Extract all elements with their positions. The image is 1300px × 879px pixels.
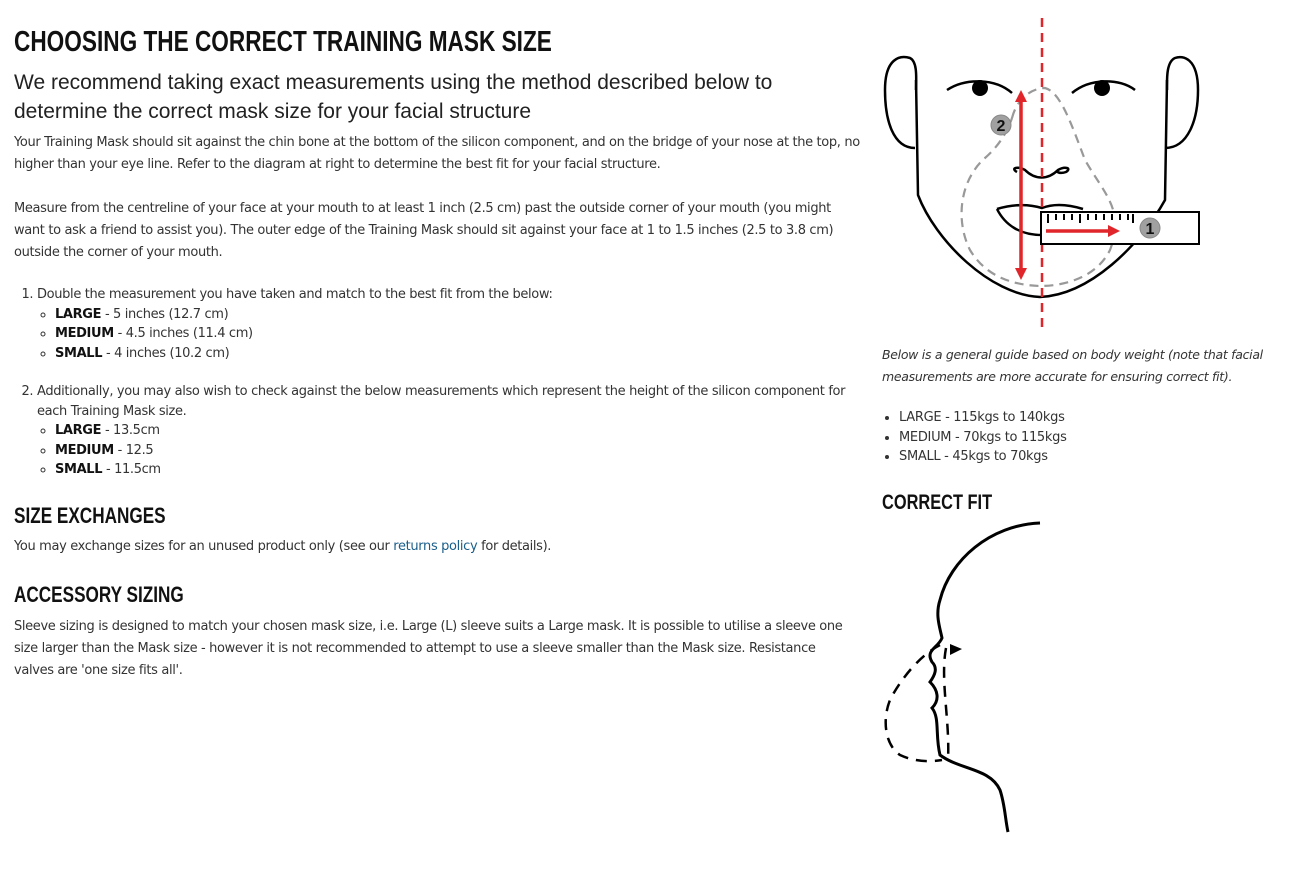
- size-name: MEDIUM: [55, 442, 114, 458]
- size-value: - 13.5cm: [101, 423, 160, 438]
- accessory-sizing-text: Sleeve sizing is designed to match your chosen mask size, i.e. Large (L) sleeve suits a Large mask. It is possible to utilise a sleeve one size larger than the Mask size - however it is not recommended to attempt to use a sleeve smaller than the Mask size. Resistance valves are 'one size fits all'.: [14, 619, 843, 678]
- page-title: CHOOSING THE CORRECT TRAINING MASK SIZE: [14, 26, 552, 58]
- returns-policy-link[interactable]: returns policy: [393, 539, 478, 554]
- size-name: MEDIUM: [55, 326, 114, 341]
- size-name: SMALL: [55, 462, 103, 477]
- page-subtitle: We recommend taking exact measurements using the method described below to determine the correct mask size for your facial structure: [14, 71, 773, 123]
- size-value: - 11.5cm: [102, 462, 161, 477]
- size-name: LARGE: [55, 306, 102, 322]
- size-value: - 12.5: [113, 442, 154, 458]
- size-name: SMALL: [55, 345, 103, 361]
- weight-item: • MEDIUM - 70kgs to 115kgs: [899, 428, 1067, 448]
- step-text: Double the measurement you have taken and match to the best fit from the below:: [37, 287, 553, 302]
- weight-item: • LARGE - 115kgs to 140kgs: [899, 408, 1067, 428]
- marker-2-label: 2: [996, 118, 1006, 135]
- weight-item: • SMALL - 45kgs to 70kgs: [899, 447, 1067, 467]
- left-eye-icon: [972, 80, 988, 96]
- intro-paragraph-1: Your Training Mask should sit against the chin bone at the bottom of the silicon component, and on the bridge of your nose at the top, no higher than your eye line. Refer to the diagram at right to determine the best fit for your facial structure.: [14, 135, 860, 172]
- size-value: - 5 inches (12.7 cm): [101, 306, 229, 322]
- arrow-icon: [950, 644, 962, 655]
- intro-paragraph-2: Measure from the centreline of your face at your mouth to at least 1 inch (2.5 cm) past the outside corner of your mouth (you might want to ask a friend to assist you). The outer edge of the Training Mask should sit against your face at 1 to 1.5 inches (2.5 to 3.8 cm) outside the corner of your mouth.: [14, 201, 834, 260]
- exchanges-before: You may exchange sizes for an unused product only (see our: [14, 539, 394, 554]
- size-value: - 4 inches (10.2 cm): [102, 345, 230, 361]
- ruler-icon: [1041, 212, 1199, 244]
- weight-list: [882, 408, 1067, 467]
- marker-1-label: 1: [1145, 221, 1155, 238]
- right-eye-icon: [1094, 80, 1110, 96]
- mask-outline: [962, 88, 1116, 286]
- accessory-sizing-heading: ACCESSORY SIZING: [14, 582, 184, 607]
- correct-fit-heading: CORRECT FIT: [882, 491, 993, 514]
- profile-diagram: [930, 523, 1040, 832]
- size-value: - 4.5 inches (11.4 cm): [113, 326, 253, 341]
- exchanges-after: for details).: [477, 539, 552, 554]
- step-text: Additionally, you may also wish to check against the below measurements which represent the height of the silicon component for each Training Mask size.: [37, 384, 846, 419]
- size-name: LARGE: [55, 423, 102, 438]
- weight-guide-note: Below is a general guide based on body weight (note that facial measurements are more accurate for ensuring correct fit).: [882, 347, 1263, 384]
- size-exchanges-heading: SIZE EXCHANGES: [14, 503, 166, 528]
- measure-arrows: [1015, 90, 1120, 280]
